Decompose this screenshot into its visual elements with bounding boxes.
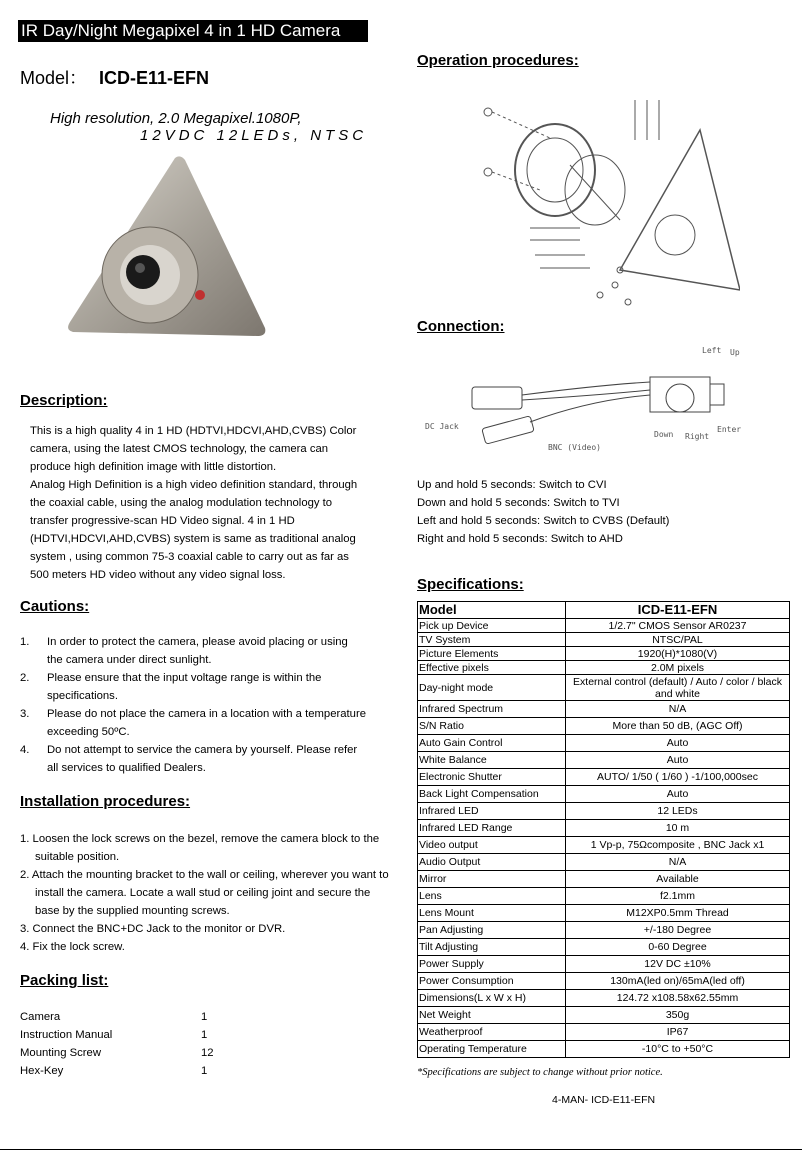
packing-item [20,1008,214,1026]
table-row [418,956,790,973]
item-qty: 1 [201,1011,208,1023]
spec-label: Lens [418,888,566,905]
spec-value: f2.1mm [566,888,790,905]
installation-step: 4. Fix the lock screw. [20,941,125,953]
table-row [418,701,790,718]
table-row [418,647,790,661]
spec-label: Auto Gain Control [418,735,566,752]
spec-label: White Balance [418,752,566,769]
model-label: Model： [20,68,88,88]
spec-value: 1/2.7" CMOS Sensor AR0237 [566,619,790,633]
table-row [418,990,790,1007]
table-row [418,1041,790,1058]
instruction-line: Up and hold 5 seconds: Switch to CVI [417,479,607,491]
spec-label: Weatherproof [418,1024,566,1041]
spec-label: Infrared LED Range [418,820,566,837]
spec-value: More than 50 dB, (AGC Off) [566,718,790,735]
description-text [30,422,357,584]
caution-text: the camera under direct sunlight. [47,654,212,666]
table-header-row [418,602,790,619]
caution-text: all services to qualified Dealers. [47,762,206,774]
operation-heading: Operation procedures: [417,52,579,69]
caution-item [20,741,390,777]
caution-item [20,705,390,741]
page-footer: 4-MAN- ICD-E11-EFN [552,1094,656,1106]
connection-instructions [417,476,669,548]
packing-heading: Packing list: [20,972,109,989]
spec-value: N/A [566,854,790,871]
item-number: 3. [20,708,30,720]
spec-value: -10°C to +50°C [566,1041,790,1058]
description-line: produce high definition image with little distortion. [30,461,277,473]
table-row [418,905,790,922]
spec-label: Lens Mount [418,905,566,922]
description-line: the coaxial cable, using the analog modulation technology to [30,497,333,509]
instruction-line: Down and hold 5 seconds: Switch to TVI [417,497,620,509]
model-number: ICD-E11-EFN [99,68,210,88]
spec-value: 124.72 x108.58x62.55mm [566,990,790,1007]
spec-value: +/-180 Degree [566,922,790,939]
spec-value: Auto [566,752,790,769]
spec-value: Available [566,871,790,888]
model-line [20,64,209,90]
spec-value: 0-60 Degree [566,939,790,956]
spec-label: Dimensions(L x W x H) [418,990,566,1007]
spec-label: Pan Adjusting [418,922,566,939]
table-row [418,661,790,675]
spec-value: N/A [566,701,790,718]
description-line: Analog High Definition is a high video definition standard, through [30,479,358,491]
table-row [418,871,790,888]
spec-label: Electronic Shutter [418,769,566,786]
header-cell: ICD-E11-EFN [566,602,790,619]
spec-value: M12XP0.5mm Thread [566,905,790,922]
packing-item [20,1062,214,1080]
spec-value: 1 Vp-p, 75Ωcomposite , BNC Jack x1 [566,837,790,854]
connection-diagram [420,340,790,455]
table-row [418,735,790,752]
cautions-list [20,633,390,777]
installation-list [20,830,390,956]
table-row [418,939,790,956]
bnc-label: BNC (Video) [548,443,601,452]
table-row [418,675,790,701]
subtitle-line-2: 12VDC 12LEDs, NTSC [140,127,368,144]
item-qty: 12 [201,1047,214,1059]
connection-heading: Connection: [417,318,505,335]
spec-label: Effective pixels [418,661,566,675]
spec-value: 350g [566,1007,790,1024]
header-cell: Model [418,602,566,619]
caution-text: Please do not place the camera in a location with a temperature [47,708,367,720]
installation-step: 2. Attach the mounting bracket to the wall or ceiling, wherever you want to install the camera. Locate a wall stud or ceiling joint and secure the base by the supplied mounting screws. [20,869,389,917]
bottom-divider [0,1149,802,1150]
item-name: Hex-Key [20,1065,64,1077]
table-row [418,1007,790,1024]
spec-label: Operating Temperature [418,1041,566,1058]
table-row [418,922,790,939]
item-number: 1. [20,636,30,648]
cable-drawing [420,340,790,455]
spec-label: Infrared Spectrum [418,701,566,718]
spec-value: 130mA(led on)/65mA(led off) [566,973,790,990]
spec-label: Pick up Device [418,619,566,633]
item-qty: 1 [201,1065,208,1077]
document-title: IR Day/Night Megapixel 4 in 1 HD Camera [18,20,368,42]
up-label: Up [730,348,740,357]
specifications-table [417,601,790,1058]
description-line: (HDTVI,HDCVI,AHD,CVBS) system is same as traditional analog [30,533,356,545]
spec-label: TV System [418,633,566,647]
item-number: 4. [20,744,30,756]
table-row [418,803,790,820]
table-row [418,888,790,905]
instruction-line: Left and hold 5 seconds: Switch to CVBS (Default) [417,515,670,527]
caution-item [20,633,390,669]
spec-label: Net Weight [418,1007,566,1024]
table-row [418,619,790,633]
spec-value: AUTO/ 1/50 ( 1/60 ) -1/100,000sec [566,769,790,786]
item-qty: 1 [201,1029,208,1041]
exploded-assembly-diagram [470,90,740,310]
left-label: Left [702,346,722,355]
spec-label: Audio Output [418,854,566,871]
table-row [418,718,790,735]
table-row [418,1024,790,1041]
spec-value: 12V DC ±10% [566,956,790,973]
spec-label: Tilt Adjusting [418,939,566,956]
spec-value: 10 m [566,820,790,837]
spec-label: Power Consumption [418,973,566,990]
spec-value: Auto [566,786,790,803]
enter-label: Enter [717,425,742,434]
spec-value: IP67 [566,1024,790,1041]
caution-text: specifications. [47,690,118,702]
subtitle-line-1: High resolution, 2.0 Megapixel.1080P, [50,110,302,127]
table-row [418,837,790,854]
installation-step: 1. Loosen the lock screws on the bezel, remove the camera block to the suitable position. [20,833,380,863]
specifications-heading: Specifications: [417,576,524,593]
camera-photo [65,150,275,340]
instruction-line: Right and hold 5 seconds: Switch to AHD [417,533,623,545]
table-row [418,769,790,786]
specifications-note: *Specifications are subject to change without prior notice. [417,1067,663,1078]
spec-label: Day-night mode [418,675,566,701]
spec-value: 2.0M pixels [566,661,790,675]
spec-label: Video output [418,837,566,854]
description-line: This is a high quality 4 in 1 HD (HDTVI,HDCVI,AHD,CVBS) Color [30,425,357,437]
caution-text: Please ensure that the input voltage range is within the [47,672,322,684]
spec-value: 12 LEDs [566,803,790,820]
caution-text: exceeding 50ºC. [47,726,130,738]
spec-value: NTSC/PAL [566,633,790,647]
item-name: Instruction Manual [20,1029,113,1041]
spec-label: Picture Elements [418,647,566,661]
caution-item [20,669,390,705]
dc-jack-label: DC Jack [425,422,459,431]
spec-value: External control (default) / Auto / color / black and white [566,675,790,701]
description-line: 500 meters HD video without any video signal loss. [30,569,286,581]
description-line: camera, using the latest CMOS technology, the camera can [30,443,329,455]
caution-text: In order to protect the camera, please avoid placing or using [47,636,348,648]
packing-item [20,1044,214,1062]
installation-heading: Installation procedures: [20,793,191,810]
spec-value: Auto [566,735,790,752]
caution-text: Do not attempt to service the camera by yourself. Please refer [47,744,358,756]
table-row [418,973,790,990]
table-row [418,854,790,871]
description-line: system , using common 75-3 coaxial cable to carry out as far as [30,551,349,563]
spec-label: Mirror [418,871,566,888]
table-row [418,786,790,803]
spec-label: Infrared LED [418,803,566,820]
packing-item [20,1026,214,1044]
cautions-heading: Cautions: [20,598,90,615]
spec-value: 1920(H)*1080(V) [566,647,790,661]
table-row [418,633,790,647]
spec-label: Power Supply [418,956,566,973]
description-heading: Description: [20,392,108,409]
table-row [418,820,790,837]
spec-label: Back Light Compensation [418,786,566,803]
installation-step: 3. Connect the BNC+DC Jack to the monitor or DVR. [20,923,286,935]
description-line: transfer progressive-scan HD Video signal. 4 in 1 HD [30,515,295,527]
down-label: Down [654,430,674,439]
table-row [418,752,790,769]
right-label: Right [685,432,710,441]
item-name: Camera [20,1011,61,1023]
item-number: 2. [20,672,30,684]
packing-list [20,1008,214,1080]
item-name: Mounting Screw [20,1047,101,1059]
spec-label: S/N Ratio [418,718,566,735]
